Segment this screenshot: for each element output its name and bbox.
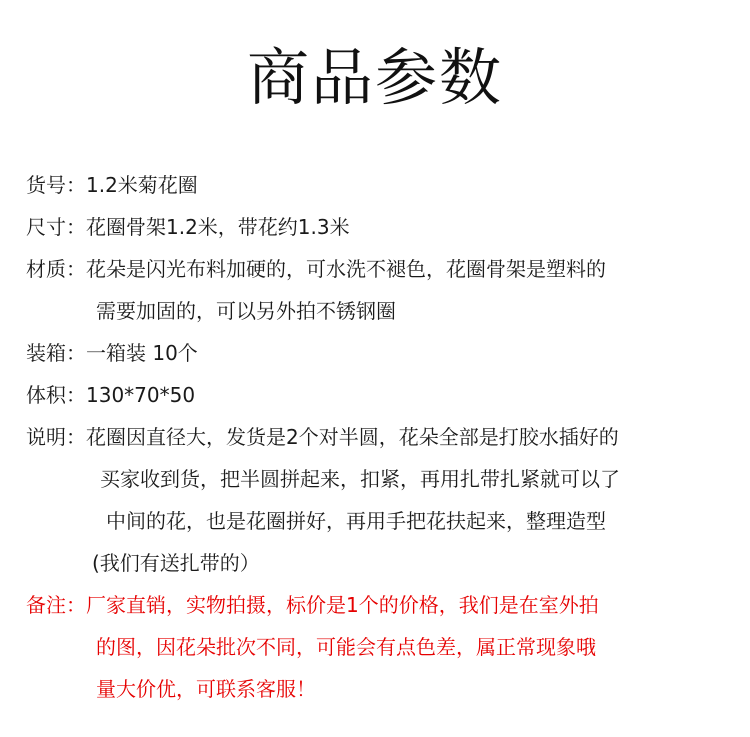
spec-description: 说明：花圈因直径大，发货是2个对半圆，花朵全部是打胶水插好的 bbox=[26, 425, 619, 449]
page-title: 商品参数 bbox=[246, 41, 503, 114]
spec-item-number: 货号：1.2米菊花圈 bbox=[26, 173, 198, 197]
spec-description-line-4: (我们有送扎带的） bbox=[92, 551, 260, 575]
spec-size: 尺寸：花圈骨架1.2米，带花约1.3米 bbox=[26, 215, 350, 239]
spec-material: 材质：花朵是闪光布料加硬的，可水洗不褪色，花圈骨架是塑料的 bbox=[26, 257, 606, 281]
spec-volume: 体积：130*70*50 bbox=[26, 383, 196, 407]
spec-note: 备注：厂家直销，实物拍摄，标价是1个的价格，我们是在室外拍 bbox=[26, 593, 599, 617]
spec-description-line-3: 中间的花，也是花圈拼好，再用手把花扶起来，整理造型 bbox=[106, 509, 606, 533]
spec-description-line-2: 买家收到货，把半圆拼起来，扣紧，再用扎带扎紧就可以了 bbox=[100, 467, 620, 491]
spec-material-continued: 需要加固的，可以另外拍不锈钢圈 bbox=[96, 299, 396, 323]
spec-note-line-3: 量大价优，可联系客服！ bbox=[96, 677, 316, 701]
spec-note-line-2: 的图，因花朵批次不同，可能会有点色差，属正常现象哦 bbox=[96, 635, 596, 659]
spec-packing: 装箱：一箱装 10个 bbox=[26, 341, 198, 365]
